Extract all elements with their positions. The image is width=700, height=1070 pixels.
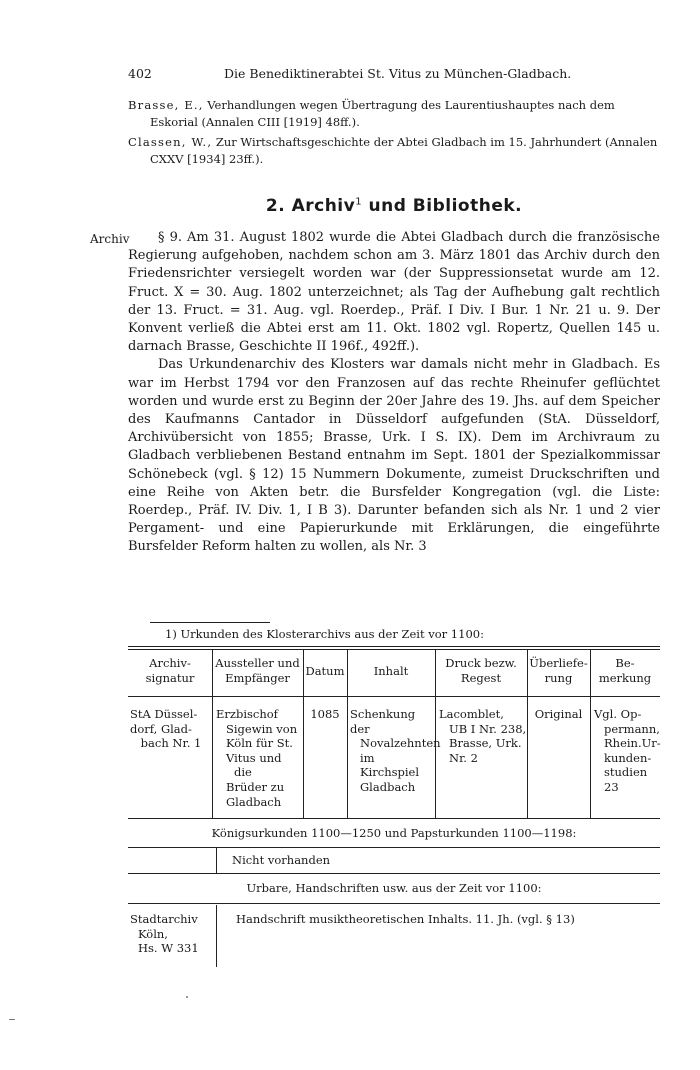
footnote-reference: 1 — [355, 196, 363, 208]
section-title-text: 2. Archiv — [265, 196, 356, 216]
footnote-separator — [150, 622, 270, 623]
header-aussteller: Aussteller und Empfänger — [215, 656, 300, 685]
table-header-rule — [128, 696, 660, 697]
bibliography-entry — [128, 97, 660, 131]
cell-druck: Lacomblet, UB I Nr. 238, Brasse, Urk. Nr. 2 — [439, 707, 527, 765]
nicht-vorhanden: Nicht vorhanden — [232, 853, 331, 867]
bib-text: Verhandlungen wegen Übertragung des Laurentiushauptes nach dem Eskorial (Annalen CIII [1919] 48ff.). — [150, 98, 615, 129]
scan-speck — [186, 996, 188, 998]
bib-text: Zur Wirtschaftsgeschichte der Abtei Gladbach im 15. Jahrhundert (Annalen CXXV [1934] 23ff.). — [150, 135, 658, 166]
running-header — [128, 66, 656, 84]
header-signatur: Archiv- signatur — [145, 656, 195, 685]
section-heading — [128, 196, 660, 216]
column-divider — [216, 848, 217, 873]
footnote-title — [165, 627, 484, 641]
column-divider — [216, 905, 217, 967]
table-rule-top — [128, 649, 660, 650]
scan-speck — [9, 1019, 15, 1020]
cell-signatur: Stadtarchiv Köln, Hs. W 331 — [130, 912, 199, 956]
cell-signatur: StA Düssel- dorf, Glad- bach Nr. 1 — [130, 707, 202, 751]
table-section-rule — [128, 873, 660, 874]
cell-handschrift: Handschrift musiktheoretischen Inhalts. 11. Jh. (vgl. § 13) — [236, 912, 575, 926]
header-inhalt: Inhalt — [373, 664, 409, 678]
paragraph: Das Urkundenarchiv des Klosters war damals nicht mehr in Gladbach. Es war im Herbst 1794 vor den Franzosen auf das rechte Rheinufer geflüchtet worden und wurde erst zu Beginn der 20er Jahre des 19. Jhs. auf dem Speicher des Kaufmanns Cantador in Düsseldorf aufgefunden (StA. Düsseldorf, Archivübersicht von 1855; Brasse, Urk. I S. IX). Dem im Archivraum zu Gladbach verbliebenen Bestand entnahm im Sept. 1801 der Spezialkommissar Schönebeck (vgl. § 12) 15 Nummern Dokumente, zumeist Druckschriften und eine Reihe von Akten betr. die Bursfelder Kongregation (vgl. die Liste: Roerdep., Präf. IV. Div. 1, I B 3). Darunter befanden sich als Nr. 1 und 2 vier Pergament- und eine Papierurkunde mit Erklärungen, die eingeführte Bursfelder Reform halten zu wollen, als Nr. 3 — [128, 357, 660, 555]
cell-bemerkung: Vgl. Op- permann, Rhein.Ur- kunden- studien 23 — [594, 707, 661, 794]
section-title-end: und Bibliothek. — [368, 196, 523, 216]
bib-author: Classen, W., — [128, 135, 213, 149]
margin-note: Archiv — [90, 232, 130, 246]
cell-aussteller: Erzbischof Sigewin von Köln für St. Vitus und die Brüder zu Gladbach — [216, 707, 298, 809]
table-section-rule — [128, 847, 660, 848]
running-title: Die Benediktinerabtei St. Vitus zu München-Gladbach. — [224, 66, 572, 81]
cell-inhalt: Schenkung der Novalzehnten im Kirchspiel Gladbach — [350, 707, 441, 794]
bibliography-entry — [128, 134, 660, 168]
cell-ueberlieferung: Original — [534, 707, 583, 721]
section-urbare: Urbare, Handschriften usw. aus der Zeit vor 1100: — [246, 881, 542, 895]
table-section-rule — [128, 903, 660, 904]
header-bemerkung: Be- merkung — [598, 656, 652, 685]
cell-datum: 1085 — [310, 707, 340, 721]
section-koenigsurkunden: Königsurkunden 1100—1250 und Papsturkunden 1100—1198: — [211, 826, 577, 840]
page-number: 402 — [128, 66, 152, 81]
footnote-mark: 1) — [165, 627, 177, 641]
table-rule-top — [128, 646, 660, 647]
footnote-text: Urkunden des Klosterarchivs aus der Zeit vor 1100: — [180, 627, 484, 641]
header-ueberlieferung: Überliefe- rung — [529, 656, 588, 685]
bib-author: Brasse, E., — [128, 98, 204, 112]
header-druck: Druck bezw. Regest — [445, 656, 517, 685]
header-datum: Datum — [305, 664, 345, 678]
body-text — [128, 229, 660, 557]
paragraph: § 9. Am 31. August 1802 wurde die Abtei Gladbach durch die französische Regierung aufgehoben, nachdem schon am 3. März 1801 das Archiv durch den Friedensrichter versiegelt worden war (der Suppressionsetat wurde am 12. Fruct. X = 30. Aug. 1802 unterzeichnet; als Tag der Aufhebung galt rechtlich der 13. Fruct. = 31. Aug. vgl. Roerdep., Präf. I Div. I Bur. 1 Nr. 21 u. 9. Der Konvent verließ die Abtei erst am 11. Okt. 1802 vgl. Ropertz, Quellen 145 u. darnach Brasse, Geschichte II 196f., 492ff.). — [128, 230, 660, 355]
table-row-rule — [128, 818, 660, 819]
